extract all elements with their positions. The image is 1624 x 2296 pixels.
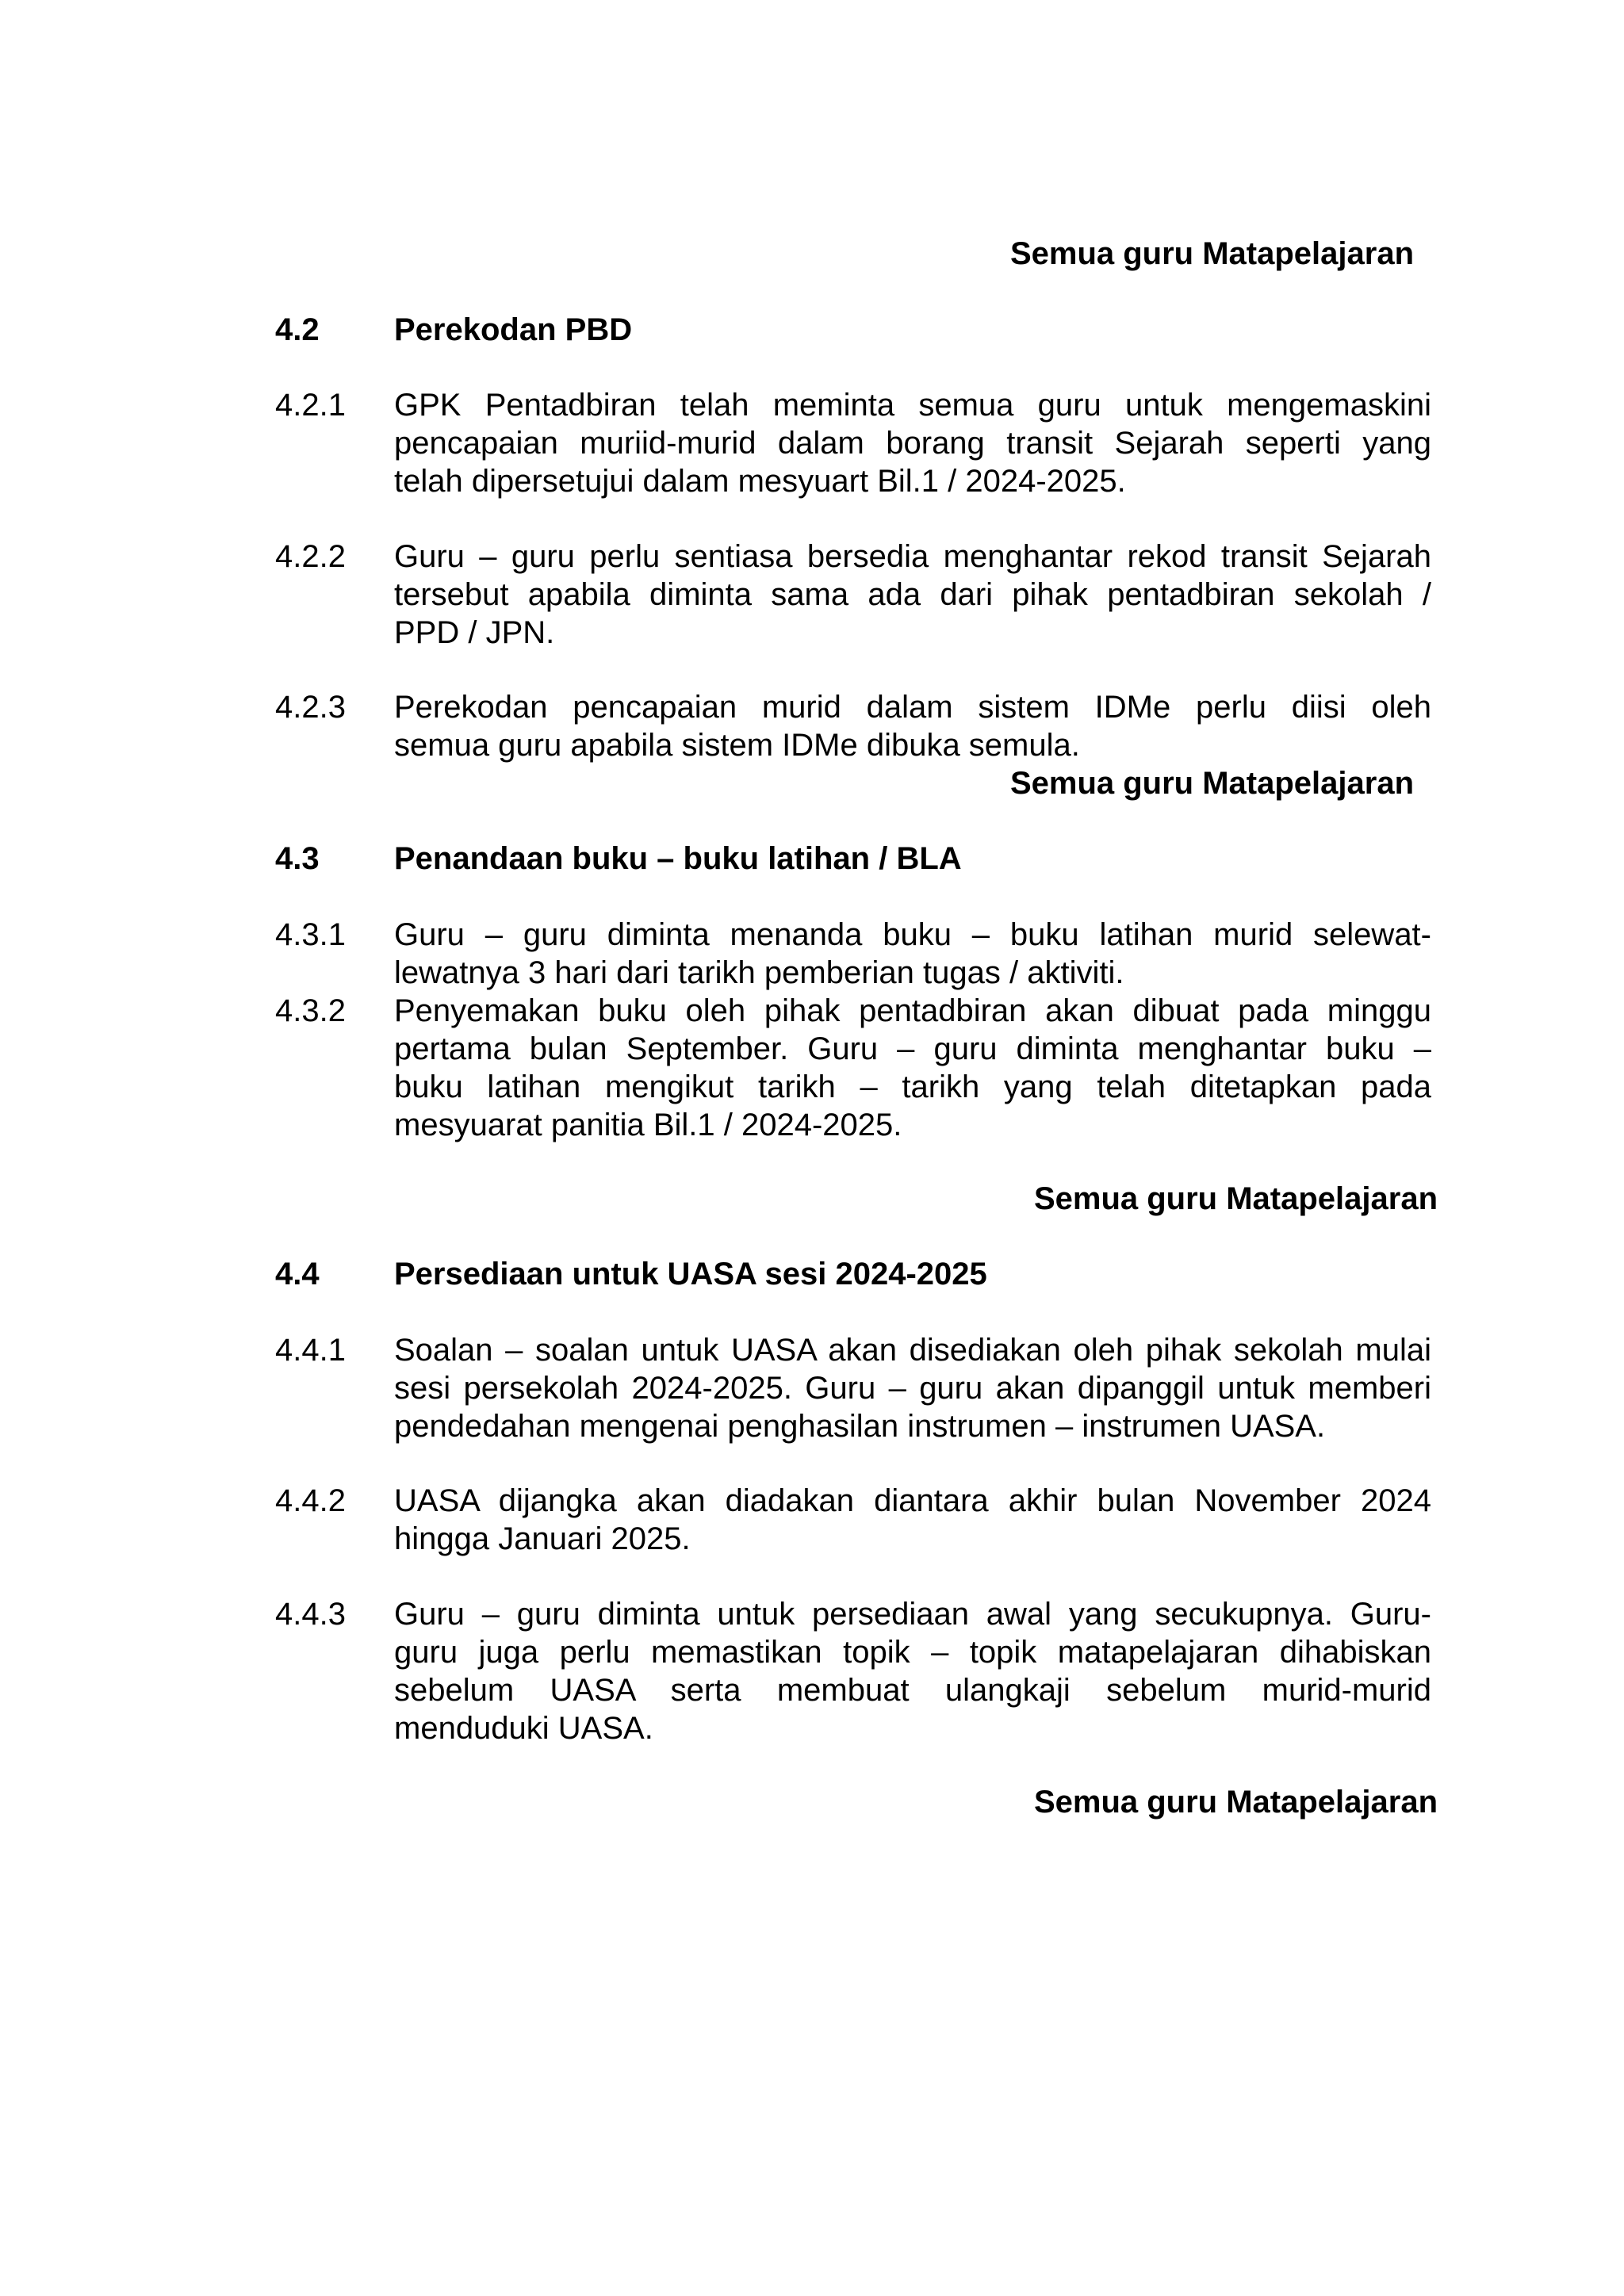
item-number: 4.2.3: [275, 690, 346, 725]
item-paragraph: [394, 916, 1431, 992]
paragraph-line: Guru – guru diminta untuk persediaan awal yang secukupnya. Guru-: [394, 1597, 1431, 1632]
responsible-party-label: Semua guru Matapelajaran: [1033, 1181, 1438, 1216]
paragraph-line: pendedahan mengenai penghasilan instrumen – instrumen UASA.: [394, 1409, 1326, 1444]
item-number: 4.3.1: [275, 917, 346, 952]
paragraph-line: Perekodan pencapaian murid dalam sistem IDMe perlu diisi oleh: [394, 690, 1431, 725]
section-number: 4.4: [275, 1257, 320, 1292]
item-paragraph: [394, 1595, 1431, 1747]
paragraph-line: lewatnya 3 hari dari tarikh pemberian tugas / aktiviti.: [394, 955, 1124, 990]
section-number: 4.2: [275, 312, 320, 347]
paragraph-line: buku latihan mengikut tarikh – tarikh yang telah ditetapkan pada: [394, 1070, 1431, 1104]
paragraph-line: hingga Januari 2025.: [394, 1521, 691, 1556]
paragraph-line: UASA dijangka akan diadakan diantara akhir bulan November 2024: [394, 1483, 1431, 1518]
item-paragraph: [394, 688, 1431, 764]
paragraph-line: Guru – guru diminta menanda buku – buku latihan murid selewat-: [394, 917, 1431, 952]
paragraph-line: mesyuarat panitia Bil.1 / 2024-2025.: [394, 1108, 902, 1142]
item-paragraph: [394, 1331, 1431, 1445]
paragraph-line: semua guru apabila sistem IDMe dibuka semula.: [394, 728, 1080, 763]
section-title: Persediaan untuk UASA sesi 2024-2025: [394, 1257, 987, 1292]
paragraph-line: Penyemakan buku oleh pihak pentadbiran akan dibuat pada minggu: [394, 993, 1431, 1028]
paragraph-line: menduduki UASA.: [394, 1711, 653, 1746]
item-number: 4.3.2: [275, 993, 346, 1028]
paragraph-line: pertama bulan September. Guru – guru diminta menghantar buku –: [394, 1031, 1431, 1066]
item-number: 4.4.2: [275, 1483, 346, 1518]
section-title: Penandaan buku – buku latihan / BLA: [394, 841, 962, 876]
paragraph-line: Soalan – soalan untuk UASA akan disediakan oleh pihak sekolah mulai: [394, 1333, 1431, 1368]
item-paragraph: [394, 992, 1431, 1144]
paragraph-line: GPK Pentadbiran telah meminta semua guru untuk mengemaskini: [394, 388, 1431, 423]
paragraph-line: telah dipersetujui dalam mesyuart Bil.1 / 2024-2025.: [394, 464, 1126, 499]
item-number: 4.4.3: [275, 1597, 346, 1632]
paragraph-line: PPD / JPN.: [394, 615, 555, 650]
responsible-party-label: Semua guru Matapelajaran: [1009, 766, 1414, 801]
section-number: 4.3: [275, 841, 320, 876]
paragraph-line: guru juga perlu memastikan topik – topik matapelajaran dihabiskan: [394, 1635, 1431, 1670]
item-number: 4.2.2: [275, 539, 346, 574]
responsible-party-label: Semua guru Matapelajaran: [1033, 1785, 1438, 1820]
responsible-party-label: Semua guru Matapelajaran: [1009, 236, 1414, 271]
item-paragraph: [394, 386, 1431, 500]
paragraph-line: tersebut apabila diminta sama ada dari pihak pentadbiran sekolah /: [394, 577, 1431, 612]
paragraph-line: pencapaian muriid-murid dalam borang transit Sejarah seperti yang: [394, 426, 1431, 461]
section-title: Perekodan PBD: [394, 312, 633, 347]
paragraph-line: sesi persekolah 2024-2025. Guru – guru akan dipanggil untuk memberi: [394, 1371, 1431, 1406]
paragraph-line: Guru – guru perlu sentiasa bersedia menghantar rekod transit Sejarah: [394, 539, 1431, 574]
item-number: 4.2.1: [275, 388, 346, 423]
item-number: 4.4.1: [275, 1333, 346, 1368]
item-paragraph: [394, 1482, 1431, 1558]
item-paragraph: [394, 538, 1431, 652]
paragraph-line: sebelum UASA serta membuat ulangkaji sebelum murid-murid: [394, 1673, 1431, 1708]
